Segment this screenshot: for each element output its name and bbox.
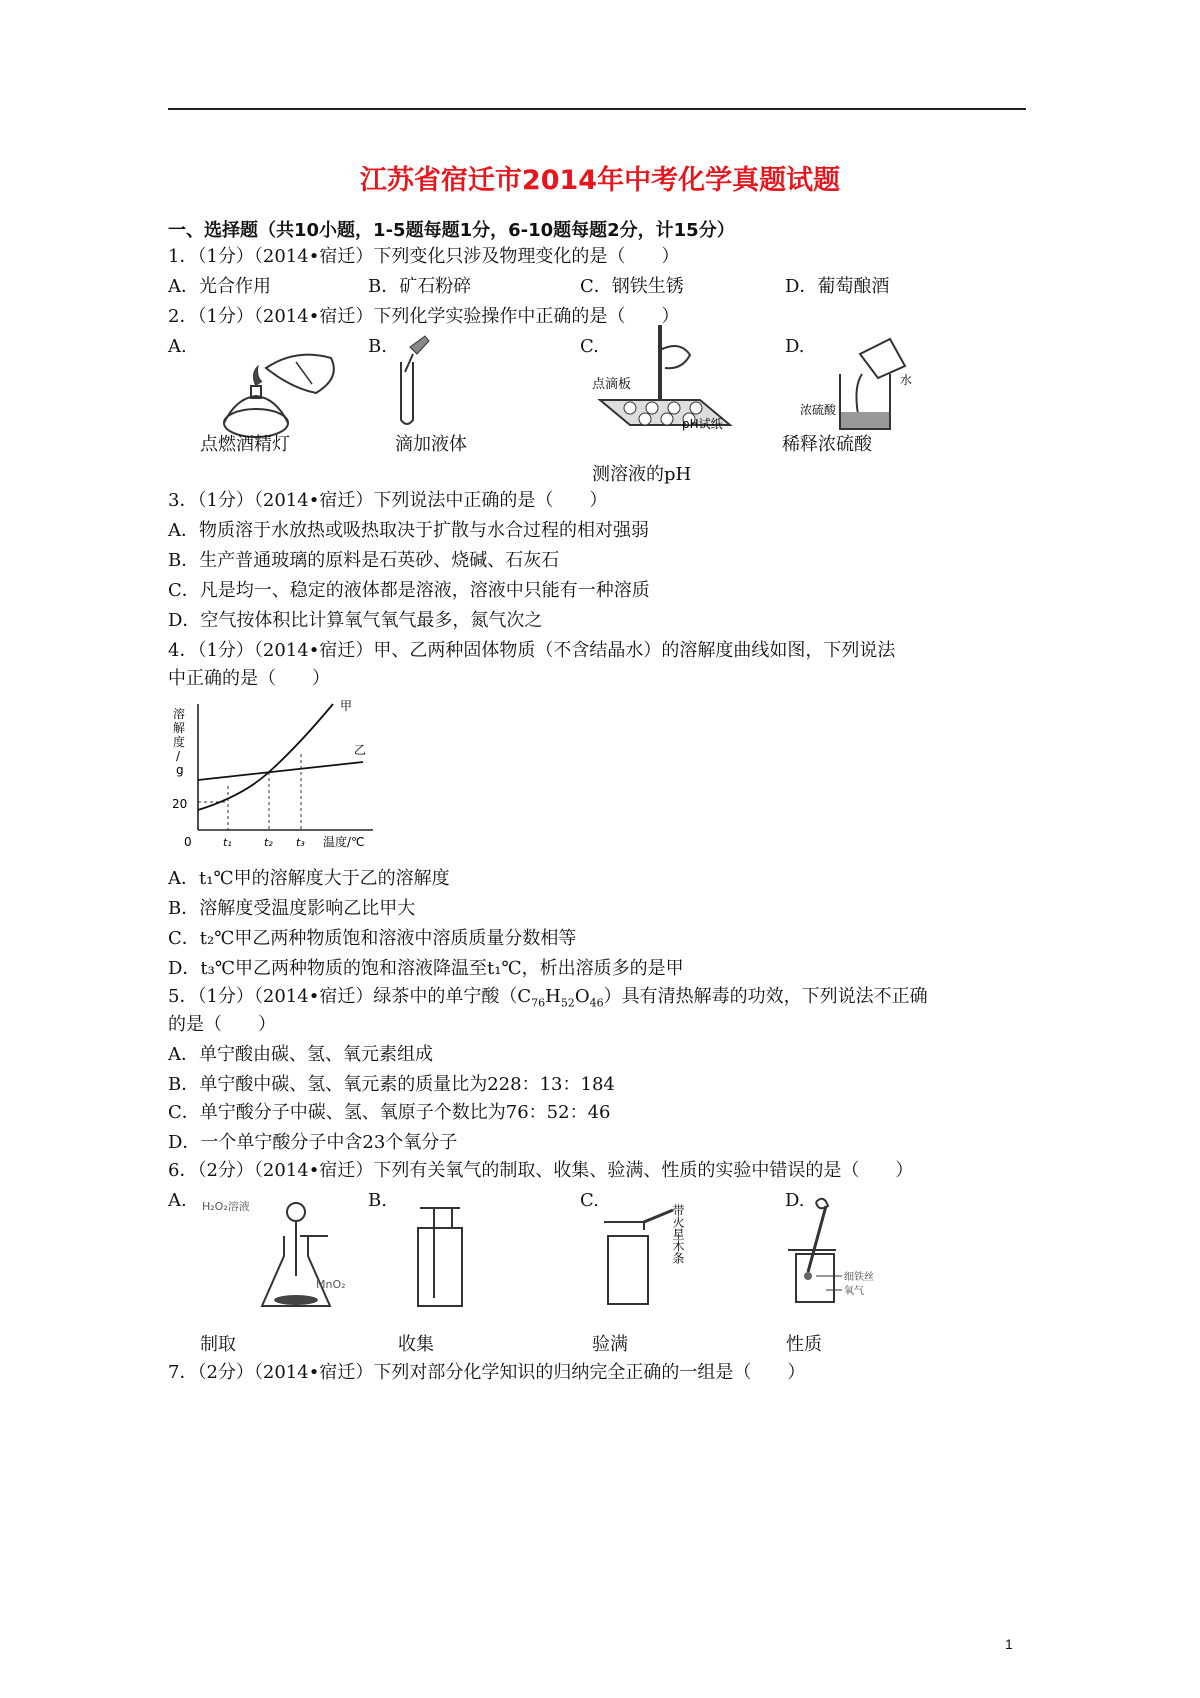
q3-option-a: A．物质溶于水放热或吸热取决于扩散与水合过程的相对强弱 (168, 520, 649, 541)
x-axis-label: 温度/℃ (323, 835, 365, 849)
page-number: 1 (1005, 1636, 1013, 1652)
q1-option-d: D．葡萄酿酒 (785, 276, 890, 297)
q6-stem: 6．（2分）（2014•宿迁）下列有关氧气的制取、收集、验满、性质的实验中错误的是（ ） (168, 1160, 914, 1181)
dilution-figure (800, 334, 950, 434)
q2-stem: 2．（1分）（2014•宿迁）下列化学实验操作中正确的是（ ） (168, 306, 680, 327)
x-tick-t2: t₂ (264, 836, 273, 849)
q5-o: O (574, 986, 590, 1007)
q2-letter-a: A. (168, 336, 187, 357)
q6-caption-b: 收集 (398, 1334, 434, 1355)
q3-option-b: B．生产普通玻璃的原料是石英砂、烧碱、石灰石 (168, 550, 560, 571)
q3-option-c: C．凡是均一、稳定的液体都是溶液，溶液中只能有一种溶质 (168, 580, 650, 601)
h2o2-label: H₂O₂溶液 (202, 1200, 250, 1213)
q5-stem-line2: 的是（ ） (168, 1014, 276, 1035)
q6-letter-b: B. (368, 1190, 387, 1211)
q2-caption-a: 点燃酒精灯 (200, 434, 290, 455)
q1-option-c: C．钢铁生锈 (580, 276, 684, 297)
q6-caption-c: 验满 (592, 1334, 628, 1355)
q5-option-d: D．一个单宁酸分子中含23个氧分子 (168, 1132, 458, 1153)
q2-letter-d: D. (785, 336, 805, 357)
q1-stem: 1．（1分）（2014•宿迁）下列变化只涉及物理变化的是（ ） (168, 246, 680, 267)
ylabel-char-5: g (176, 763, 184, 777)
q6-letter-c: C. (580, 1190, 599, 1211)
q5-stem-post: ）具有清热解毒的功效，下列说法不正确 (603, 986, 928, 1007)
q5-stem-line1 (168, 984, 928, 1017)
oxygen-label: 氧气 (844, 1286, 864, 1297)
q5-sub-o: 46 (589, 996, 604, 1010)
ylabel-char-4: / (176, 749, 181, 763)
q2-caption-d: 稀释浓硫酸 (782, 434, 872, 455)
solubility-chart (168, 696, 388, 861)
full-check-figure (598, 1192, 708, 1310)
q5-stem-pre: 5．（1分）（2014•宿迁）绿茶中的单宁酸（C (168, 986, 532, 1007)
ylabel-char-3: 度 (173, 735, 186, 749)
q5-sub-h: 52 (560, 996, 575, 1010)
series-jia-label: 甲 (340, 699, 353, 713)
x-tick-t1: t₁ (223, 836, 232, 849)
ph-test-figure (590, 320, 740, 445)
q1-option-a: A．光合作用 (168, 276, 271, 297)
q6-letter-a: A. (168, 1190, 187, 1211)
y-tick-20: 20 (172, 797, 188, 811)
page-title: 江苏省宿迁市2014年中考化学真题试题 (359, 165, 841, 196)
oxygen-preparation-figure (200, 1196, 360, 1316)
spot-plate-label: 点滴板 (592, 377, 632, 392)
series-yi-label: 乙 (354, 743, 367, 757)
q5-option-b: B．单宁酸中碳、氢、氧元素的质量比为228：13：184 (168, 1074, 615, 1095)
q6-caption-d: 性质 (786, 1334, 822, 1355)
iron-wire-figure (786, 1192, 906, 1312)
q2-caption-c: 测溶液的pH (592, 464, 692, 485)
q4-option-d: D．t₃℃甲乙两种物质的饱和溶液降温至t₁℃，析出溶质多的是甲 (168, 958, 684, 979)
series-yi-line (198, 762, 363, 780)
origin-label: 0 (184, 835, 192, 849)
q4-option-b: B．溶解度受温度影响乙比甲大 (168, 898, 416, 919)
splint-label: 带火星木条 (671, 1204, 685, 1264)
q2-letter-b: B. (368, 336, 387, 357)
ylabel-char-2: 解 (173, 721, 186, 735)
x-tick-t3: t₃ (296, 836, 305, 849)
q4-stem-line1: 4．（1分）（2014•宿迁）甲、乙两种固体物质（不含结晶水）的溶解度曲线如图，下列说法 (168, 640, 896, 661)
q4-option-c: C．t₂℃甲乙两种物质饱和溶液中溶质质量分数相等 (168, 928, 577, 949)
q5-option-a: A．单宁酸由碳、氢、氧元素组成 (168, 1044, 433, 1065)
q4-option-a: A．t₁℃甲的溶解度大于乙的溶解度 (168, 868, 450, 889)
q6-letter-d: D. (785, 1190, 805, 1211)
conc-acid-label: 浓硫酸 (800, 403, 837, 417)
water-label: 水 (900, 373, 913, 387)
q5-option-c: C．单宁酸分子中碳、氢、氧原子个数比为76：52：46 (168, 1102, 611, 1123)
q2-letter-c: C. (580, 336, 599, 357)
ph-paper-label: pH试纸 (682, 417, 723, 431)
gas-collection-figure (400, 1198, 480, 1310)
series-jia-curve (198, 704, 333, 810)
q5-sub-c: 76 (531, 996, 546, 1010)
dropper-figure (395, 332, 445, 432)
q2-caption-b: 滴加液体 (395, 434, 467, 455)
q3-stem: 3．（1分）（2014•宿迁）下列说法中正确的是（ ） (168, 490, 608, 511)
q4-stem-line2: 中正确的是（ ） (168, 668, 330, 689)
q1-option-b: B．矿石粉碎 (368, 276, 472, 297)
q5-h: H (545, 986, 561, 1007)
mno2-label: MnO₂ (316, 1278, 346, 1291)
wire-label: 细铁丝 (844, 1272, 874, 1283)
q3-option-d: D．空气按体积比计算氧气氧气最多，氮气次之 (168, 610, 543, 631)
section-heading: 一、选择题（共10小题，1-5题每题1分，6-10题每题2分，计15分） (168, 220, 735, 241)
ylabel-char-1: 溶 (173, 707, 186, 721)
q6-caption-a: 制取 (200, 1334, 236, 1355)
header-rule (168, 108, 1026, 110)
q7-stem: 7．（2分）（2014•宿迁）下列对部分化学知识的归纳完全正确的一组是（ ） (168, 1362, 806, 1383)
